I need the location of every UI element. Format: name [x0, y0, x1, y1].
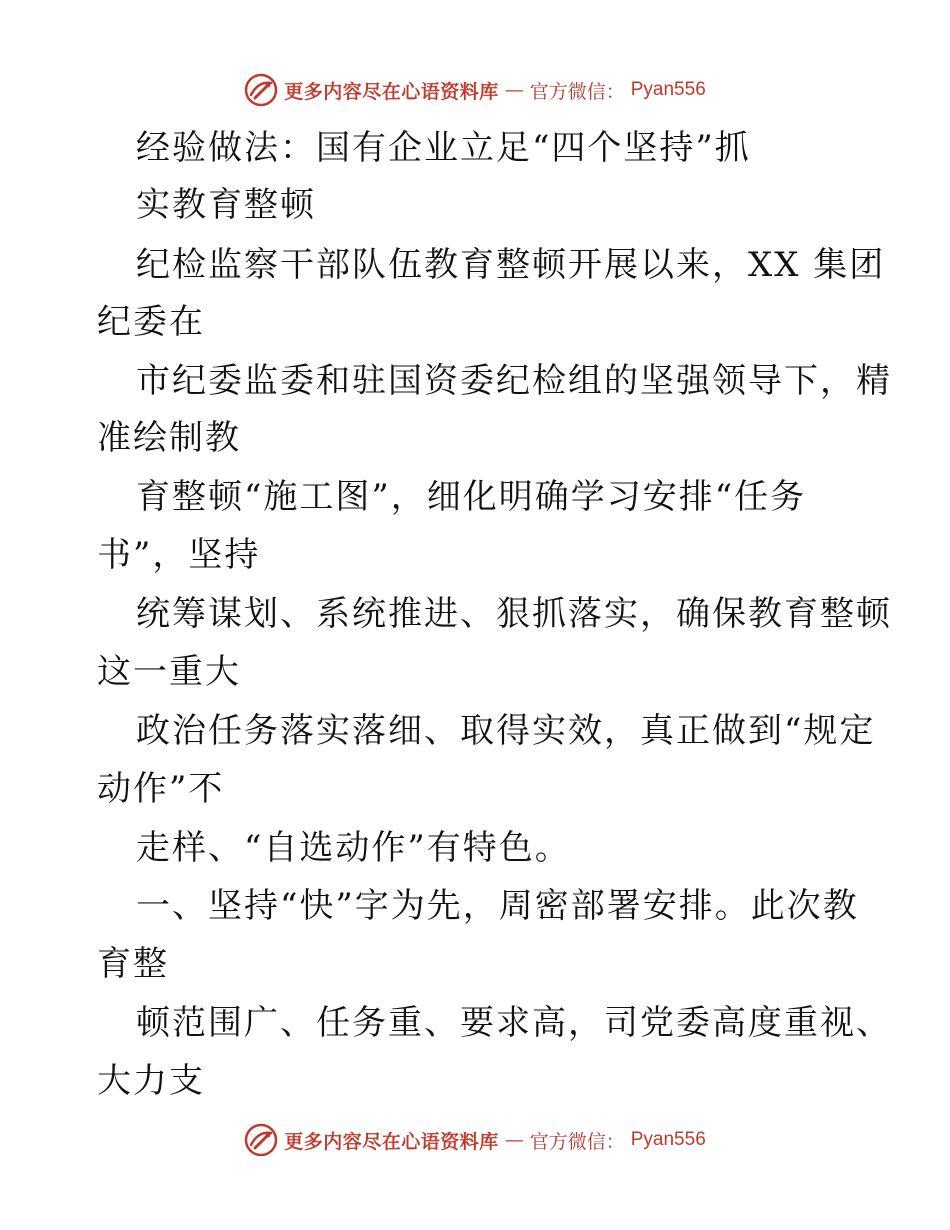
banner-wechat-id: Pyan556 — [630, 79, 706, 100]
paragraph-line: 纪检监察干部队伍教育整顿开展以来，XX 集团 — [136, 245, 886, 285]
banner-separator: — — [504, 79, 524, 101]
banner-brand-text: 更多内容尽在心语资料库 — [284, 80, 499, 103]
document-title-line-1: 经验做法：国有企业立足“四个坚持”抓 — [136, 128, 751, 168]
banner-wechat-id: Pyan556 — [630, 1129, 706, 1150]
paragraph-line: 动作”不 — [97, 769, 225, 809]
document-title-line-2: 实教育整顿 — [136, 185, 316, 225]
paragraph-line: 育整顿“施工图”，细化明确学习安排“任务 — [136, 477, 807, 517]
banner-separator: — — [504, 1129, 524, 1151]
paragraph-line: 顿范围广、任务重、要求高，司党委高度重视、 — [136, 1003, 892, 1043]
banner-wechat-label: 官方微信： — [529, 1130, 625, 1153]
paragraph-line: 育整 — [97, 944, 169, 984]
paragraph-line: 准绘制教 — [97, 418, 241, 458]
paragraph-line: 统筹谋划、系统推进、狠抓落实，确保教育整顿 — [136, 594, 892, 634]
banner-wechat-label: 官方微信： — [529, 80, 625, 103]
paragraph-line: 书”，坚持 — [97, 535, 261, 575]
banner-brand-text: 更多内容尽在心语资料库 — [284, 1130, 499, 1153]
brand-logo-icon — [244, 1123, 278, 1157]
section-heading-line: 一、坚持“快”字为先，周密部署安排。此次教 — [136, 886, 859, 926]
paragraph-line: 走样、“自选动作”有特色。 — [136, 828, 571, 868]
paragraph-line: 市纪委监委和驻国资委纪检组的坚强领导下，精 — [136, 361, 892, 401]
paragraph-line: 政治任务落实落细、取得实效，真正做到“规定 — [136, 711, 876, 751]
footer-banner — [0, 1120, 950, 1160]
paragraph-line: 这一重大 — [97, 652, 241, 692]
paragraph-line: 纪委在 — [97, 302, 205, 342]
paragraph-line: 大力支 — [97, 1061, 205, 1101]
